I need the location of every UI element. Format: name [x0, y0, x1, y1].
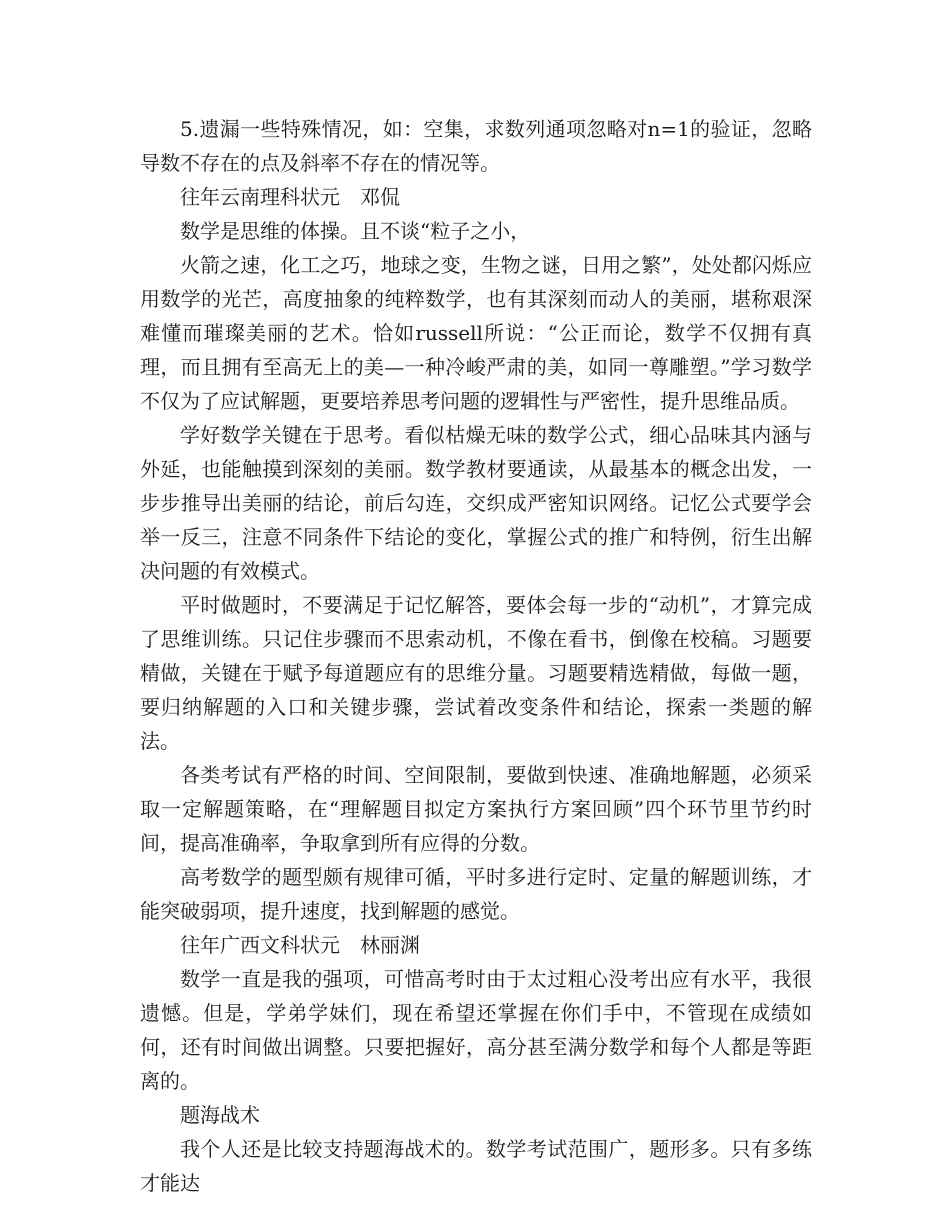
- heading-question-sea-tactic: 题海战术: [180, 1103, 260, 1127]
- paragraph-thinking-key: 学好数学关键在于思考。看似枯燥无味的数学公式，细心品味其内涵与外延，也能触摸到深刻的美丽。数学教材要通读，从最基本的概念出发，一步步推导出美丽的结论，前后勾连，交织成严密知识网络。记忆公式要学会举一反三，注意不同条件下结论的变化，掌握公式的推广和特例，衍生出解决问题的有效模式。: [140, 423, 812, 583]
- paragraph-special-cases: 5.遗漏一些特殊情况，如：空集，求数列通项忽略对n=1的验证，忽略导数不存在的点及斜率不存在的情况等。: [140, 117, 812, 175]
- paragraph-exam-strategy: 各类考试有严格的时间、空间限制，要做到快速、准确地解题，必须采取一定解题策略，在“理解题目拟定方案执行方案回顾”四个环节里节约时间，提高准确率，争取拿到所有应得的分数。: [140, 763, 812, 855]
- paragraph-question-sea-support: 我个人还是比较支持题海战术的。数学考试范围广，题形多。只有多练才能达: [140, 1137, 812, 1195]
- heading-guangxi-top-scorer: 往年广西文科状元 林丽渊: [180, 933, 420, 957]
- paragraph-math-gymnastics: 数学是思维的体操。且不谈“粒子之小，: [180, 219, 531, 243]
- paragraph-practice-motivation: 平时做题时，不要满足于记忆解答，要体会每一步的“动机”，才算完成了思维训练。只记住步骤而不思索动机，不像在看书，倒像在校稿。习题要精做，关键在于赋予每道题应有的思维分量。习题要精选精做，每做一题，要归纳解题的入口和关键步骤，尝试着改变条件和结论，探索一类题的解法。: [140, 593, 812, 753]
- document-body: [140, 112, 812, 1200]
- heading-yunnan-top-scorer: 往年云南理科状元 邓侃: [180, 185, 400, 209]
- paragraph-question-patterns: 高考数学的题型颇有规律可循，平时多进行定时、定量的解题训练，才能突破弱项，提升速度，找到解题的感觉。: [140, 865, 812, 923]
- paragraph-math-beauty: 火箭之速，化工之巧，地球之变，生物之谜，日用之繁”，处处都闪烁应用数学的光芒，高度抽象的纯粹数学，也有其深刻而动人的美丽，堪称艰深难懂而璀璨美丽的艺术。恰如russell所说：“公正而论，数学不仅拥有真理，而且拥有至高无上的美—一种冷峻严肃的美，如同一尊雕塑。”学习数学不仅为了应试解题，更要培养思考问题的逻辑性与严密性，提升思维品质。: [140, 253, 812, 413]
- paragraph-strength-regret: 数学一直是我的强项，可惜高考时由于太过粗心没考出应有水平，我很遗憾。但是，学弟学妹们，现在希望还掌握在你们手中，不管现在成绩如何，还有时间做出调整。只要把握好，高分甚至满分数学和每个人都是等距离的。: [140, 967, 812, 1093]
